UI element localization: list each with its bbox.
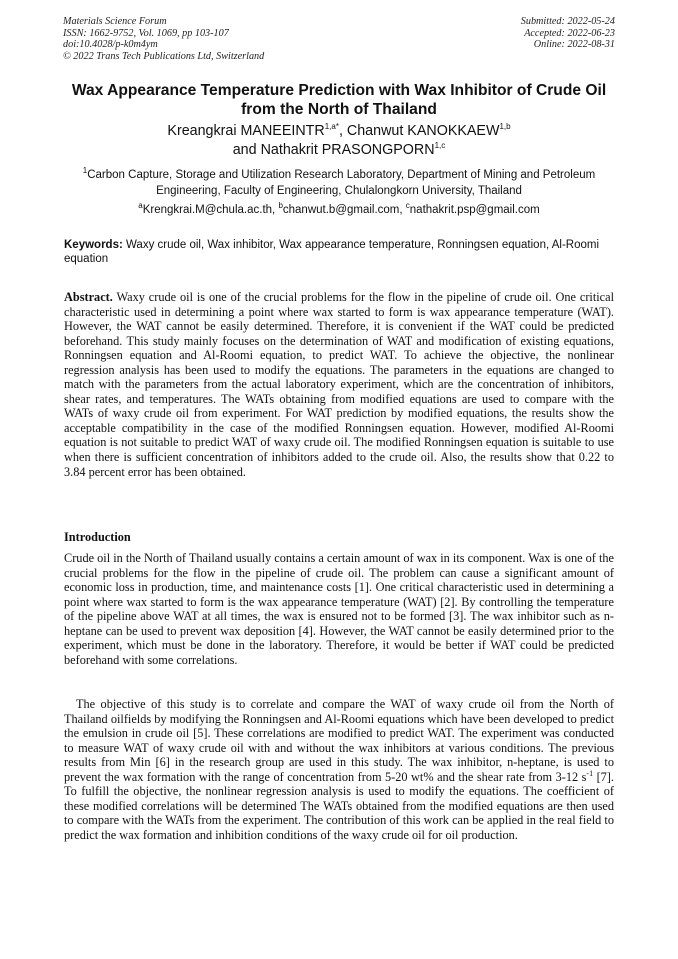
abstract bbox=[64, 290, 614, 479]
submitted-date: Submitted: 2022-05-24 bbox=[520, 16, 615, 27]
keywords-text: Waxy crude oil, Wax inhibitor, Wax appearance temperature, Ronningsen equation, Al-Roomi equation bbox=[64, 239, 600, 266]
paper-title: Wax Appearance Temperature Prediction with Wax Inhibitor of Crude Oil from the North of Thailand bbox=[71, 82, 607, 118]
author-1: Kreangkrai MANEEINTR bbox=[167, 123, 325, 139]
intro-paragraph-2 bbox=[64, 697, 614, 842]
affiliation bbox=[70, 168, 608, 200]
email-c-sup: c bbox=[405, 201, 410, 211]
keywords bbox=[64, 238, 616, 267]
email-a: Krengkrai.M@chula.ac.th bbox=[142, 204, 273, 216]
author-1-sup: 1,a* bbox=[324, 122, 339, 132]
email-a-sup: a bbox=[138, 201, 143, 211]
intro-paragraph-2-text-a: The objective of this study is to correlate and compare the WAT of waxy crude oil from the North of Thailand oilfields by modifying the Ronningsen and Al-Roomi equations which have been developed to predict the emulsion in crude oil [5]. These correlations are modified to predict WAT. The experiment was conducted to measure WAT of waxy crude oil with and without the wax inhibitors at various conditions. The previous results from Min [6] in the research group are used in this study. The wax inhibitor, n-heptane, is used to prevent the wax formation with the range of concentration from 5-20 wt% and the shear rate from 3-12 s bbox=[64, 697, 614, 784]
copyright-line: © 2022 Trans Tech Publications Ltd, Switzerland bbox=[63, 50, 265, 62]
author-2-sup: 1,b bbox=[499, 122, 511, 132]
intro-paragraph-1-text: Crude oil in the North of Thailand usually contains a certain amount of wax in its component. Wax is one of the crucial problems for the flow in the pipeline of crude oil. The problem can cause a significant amount of economic loss in production, time, and maintenance costs [1]. One critical characteristic used in determining a point where wax started to form is the wax appearance temperature (WAT) [2]. By controlling the temperature of the pipeline above WAT at all times, the wax is ensured not to be formed [3]. The wax inhibitor such as n-heptane can be used to prevent wax deposition [4]. However, the WAT cannot be easily determined prior to the experiment, which must be done in the laboratory. Therefore, it would be better if WAT could be predicted beforehand with some correlations. bbox=[64, 551, 614, 667]
email-c: nathakrit.psp@gmail.com bbox=[409, 204, 540, 216]
email-b-sup: b bbox=[278, 201, 283, 211]
keywords-label: Keywords: bbox=[64, 239, 123, 251]
abstract-label: Abstract. bbox=[64, 290, 113, 304]
affiliation-text: Carbon Capture, Storage and Utilization Research Laboratory, Department of Mining and Petroleum Engineering, Faculty of Engineering, Chulalongkorn University, Thailand bbox=[87, 169, 596, 197]
author-2: Chanwut KANOKKAEW bbox=[346, 123, 500, 139]
accepted-date: Accepted: 2022-06-23 bbox=[524, 27, 615, 39]
affiliation-sup: 1 bbox=[82, 166, 88, 176]
online-date: Online: 2022-08-31 bbox=[533, 39, 615, 51]
email-b: chanwut.b@gmail.com bbox=[282, 204, 400, 216]
issn-line: ISSN: 1662-9752, Vol. 1069, pp 103-107 bbox=[63, 27, 229, 39]
abstract-text: Waxy crude oil is one of the crucial problems for the flow in the pipeline of crude oil. One critical characteristic used in determining a point where wax started to form is wax appearance temperature (WAT). However, the WAT cannot be easily determined. Therefore, it is convenient if the WAT could be predicted beforehand. This study mainly focuses on the determination of WAT and modification of existing equations, Ronningsen equation and Al-Roomi equation, to predict WAT. To achieve the objective, the nonlinear regression analysis has been used to modify the equations. The parameters in the equations are changed to match with the parameters from the actual laboratory experiment, which are the concentration of inhibitors, shear rates, and temperatures. The WATs obtaining from modified equations are used to compare with the WATs of waxy crude oil from experiment. For WAT prediction by modified equations, the results show the acceptable compatibility in the case of the modified Ronningsen equation. However, modified Al-Roomi equation is not suitable to predict WAT of waxy crude oil. The modified Ronningsen equation is suitable to use when there is sufficient concentration of inhibitors added to the crude oil. Also, the results show that 0.22 to 3.84 percent error has been obtained. bbox=[64, 290, 615, 479]
intro-paragraph-1 bbox=[64, 551, 614, 667]
journal-header bbox=[63, 16, 264, 62]
journal-name: Materials Science Forum bbox=[63, 16, 167, 27]
doi-line: doi:10.4028/p-k0m4ym bbox=[63, 39, 158, 51]
author-list: Kreangkrai $MANEEINTR^{1,a*}$, Chanwut KANOKKAEW$^{1,b}$ and Nathakrit PRASONGPORN$^{1,c}$ bbox=[167, 122, 511, 158]
section-heading-introduction: Introduction bbox=[64, 530, 131, 544]
author-3: Nathakrit PRASONGPORN bbox=[260, 141, 435, 158]
author-3-sup: 1,c bbox=[434, 140, 446, 150]
author-and: and bbox=[232, 141, 257, 158]
dates-header bbox=[521, 16, 615, 51]
intro-paragraph-2-text-b: [7]. To fulfill the objective, the nonlinear regression analysis is used to modify the equations. The coefficient of these modified correlations will be determined The WATs obtained from the modified equations are then used to compare with the WATs from the experiment. The contribution of this work can be applied in the real field to predict the wax formation and inhibition conditions of the waxy crude oil for oil production. bbox=[64, 769, 614, 842]
email-line: $^a$Krengkrai.M@chula.ac.th, $^b$chanwut.b@gmail.com, $^c$nathakrit.psp@gmail.com bbox=[138, 201, 540, 216]
intro-paragraph-2-sup: -1 bbox=[586, 768, 594, 778]
